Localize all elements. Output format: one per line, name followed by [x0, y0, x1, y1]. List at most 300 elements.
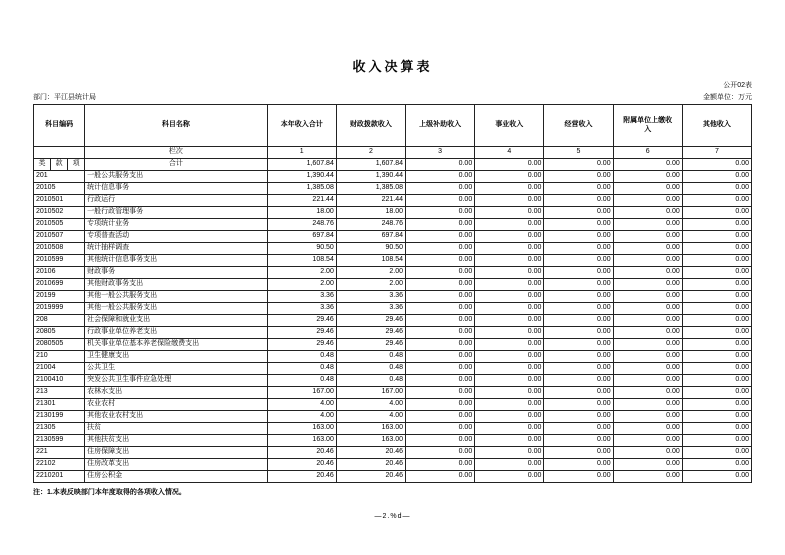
- subject-code: 2100410: [34, 375, 85, 387]
- amount-cell: 90.50: [336, 243, 405, 255]
- amount-cell: 0.00: [682, 459, 751, 471]
- amount-cell: 0.00: [475, 267, 544, 279]
- subject-name: 专项普查活动: [85, 231, 268, 243]
- amount-cell: 0.00: [475, 279, 544, 291]
- column-index-4: 4: [475, 147, 544, 159]
- amount-cell: 3.36: [267, 291, 336, 303]
- subject-name: 卫生健康支出: [85, 351, 268, 363]
- amount-cell: 0.00: [613, 207, 682, 219]
- amount-cell: 0.00: [613, 171, 682, 183]
- amount-cell: 0.00: [475, 303, 544, 315]
- column-index-1: 1: [267, 147, 336, 159]
- subject-name: 其他扶贫支出: [85, 435, 268, 447]
- col-header-subsidy: 上级补助收入: [406, 105, 475, 147]
- amount-cell: 0.00: [406, 267, 475, 279]
- amount-cell: 4.00: [267, 399, 336, 411]
- subject-code: 2210201: [34, 471, 85, 483]
- column-index-3: 3: [406, 147, 475, 159]
- amount-cell: 0.00: [682, 375, 751, 387]
- total-amount: 0.00: [682, 159, 751, 171]
- subject-code: 208: [34, 315, 85, 327]
- amount-cell: 0.00: [475, 339, 544, 351]
- amount-cell: 0.00: [406, 387, 475, 399]
- amount-cell: 0.00: [475, 219, 544, 231]
- amount-cell: 1,385.08: [336, 183, 405, 195]
- table-row: [34, 423, 752, 435]
- table-row: [34, 387, 752, 399]
- amount-cell: 221.44: [267, 195, 336, 207]
- amount-cell: 0.48: [336, 375, 405, 387]
- amount-cell: 0.00: [475, 231, 544, 243]
- column-index-2: 2: [336, 147, 405, 159]
- amount-cell: 20.46: [267, 471, 336, 483]
- amount-cell: 0.00: [544, 279, 613, 291]
- amount-cell: 0.00: [682, 279, 751, 291]
- amount-cell: 0.48: [267, 363, 336, 375]
- subject-code: 2010502: [34, 207, 85, 219]
- amount-cell: 0.00: [613, 435, 682, 447]
- subject-name: 突发公共卫生事件应急处理: [85, 375, 268, 387]
- code-sub-label-item: 项: [68, 159, 85, 171]
- amount-cell: 0.00: [613, 279, 682, 291]
- table-row: [34, 399, 752, 411]
- amount-cell: 0.00: [475, 183, 544, 195]
- table-row: [34, 231, 752, 243]
- amount-cell: 0.00: [544, 231, 613, 243]
- amount-cell: 0.00: [544, 243, 613, 255]
- amount-cell: 0.00: [544, 195, 613, 207]
- column-index-label: 栏次: [85, 147, 268, 159]
- subject-name: 其他农业农村支出: [85, 411, 268, 423]
- amount-cell: 0.00: [406, 363, 475, 375]
- amount-cell: 0.48: [336, 363, 405, 375]
- subject-code: 210: [34, 351, 85, 363]
- table-row: [34, 279, 752, 291]
- amount-cell: 163.00: [267, 423, 336, 435]
- amount-cell: 0.00: [544, 171, 613, 183]
- amount-cell: 20.46: [336, 471, 405, 483]
- amount-cell: 0.00: [406, 231, 475, 243]
- amount-cell: 0.00: [544, 267, 613, 279]
- amount-cell: 0.00: [475, 315, 544, 327]
- amount-cell: 163.00: [267, 435, 336, 447]
- amount-cell: 0.00: [544, 327, 613, 339]
- amount-cell: 0.00: [682, 387, 751, 399]
- subject-code: 20106: [34, 267, 85, 279]
- table-row: [34, 471, 752, 483]
- amount-cell: 29.46: [267, 339, 336, 351]
- amount-cell: 0.00: [682, 183, 751, 195]
- amount-cell: 3.36: [267, 303, 336, 315]
- amount-cell: 0.00: [682, 255, 751, 267]
- column-index-row: [34, 147, 752, 159]
- amount-cell: 697.84: [267, 231, 336, 243]
- amount-cell: 108.54: [336, 255, 405, 267]
- amount-cell: 0.00: [682, 363, 751, 375]
- table-row: [34, 351, 752, 363]
- amount-cell: 0.00: [406, 171, 475, 183]
- amount-cell: 0.00: [682, 207, 751, 219]
- subject-code: 21301: [34, 399, 85, 411]
- subject-code: 22102: [34, 459, 85, 471]
- amount-cell: 18.00: [267, 207, 336, 219]
- amount-cell: 0.00: [613, 303, 682, 315]
- table-row: [34, 327, 752, 339]
- amount-cell: 0.00: [475, 351, 544, 363]
- subject-code: 213: [34, 387, 85, 399]
- amount-cell: 4.00: [336, 411, 405, 423]
- table-row: [34, 375, 752, 387]
- amount-cell: 0.00: [544, 351, 613, 363]
- amount-cell: 0.00: [613, 351, 682, 363]
- amount-cell: 0.00: [406, 447, 475, 459]
- amount-cell: 29.46: [336, 339, 405, 351]
- col-header-other: 其他收入: [682, 105, 751, 147]
- subject-code: 2130199: [34, 411, 85, 423]
- department-label: 部门：平江县统计局: [33, 94, 96, 101]
- subject-name: 行政事业单位养老支出: [85, 327, 268, 339]
- amount-cell: 29.46: [336, 315, 405, 327]
- subject-code: 2019999: [34, 303, 85, 315]
- amount-cell: 0.00: [682, 339, 751, 351]
- amount-cell: 0.00: [682, 411, 751, 423]
- col-header-code: 科目编码: [34, 105, 85, 147]
- amount-cell: 0.00: [544, 399, 613, 411]
- amount-cell: 0.00: [613, 315, 682, 327]
- table-row: [34, 303, 752, 315]
- amount-cell: 0.00: [406, 339, 475, 351]
- subject-name: 一般公共服务支出: [85, 171, 268, 183]
- amount-cell: 0.00: [475, 327, 544, 339]
- amount-cell: 0.00: [406, 459, 475, 471]
- amount-cell: 0.00: [682, 219, 751, 231]
- amount-cell: 0.00: [406, 423, 475, 435]
- amount-cell: 0.00: [682, 447, 751, 459]
- amount-cell: 0.00: [682, 231, 751, 243]
- amount-cell: 18.00: [336, 207, 405, 219]
- subject-name: 行政运行: [85, 195, 268, 207]
- table-code: 公开02表: [723, 82, 752, 89]
- unit-label: 金额单位：万元: [703, 94, 752, 101]
- table-row: [34, 315, 752, 327]
- amount-cell: 29.46: [267, 315, 336, 327]
- amount-cell: 0.00: [682, 267, 751, 279]
- amount-cell: 0.00: [475, 471, 544, 483]
- amount-cell: 0.00: [475, 387, 544, 399]
- amount-cell: 0.00: [406, 435, 475, 447]
- amount-cell: 0.00: [544, 423, 613, 435]
- amount-cell: 20.46: [336, 447, 405, 459]
- subject-name: 公共卫生: [85, 363, 268, 375]
- amount-cell: 0.00: [475, 435, 544, 447]
- amount-cell: 0.00: [613, 183, 682, 195]
- amount-cell: 29.46: [336, 327, 405, 339]
- amount-cell: 167.00: [336, 387, 405, 399]
- amount-cell: 0.00: [406, 183, 475, 195]
- amount-cell: 0.00: [475, 195, 544, 207]
- amount-cell: 0.00: [406, 195, 475, 207]
- amount-cell: 0.00: [613, 231, 682, 243]
- amount-cell: 0.00: [406, 303, 475, 315]
- amount-cell: 0.00: [544, 255, 613, 267]
- amount-cell: 0.00: [682, 435, 751, 447]
- amount-cell: 1,385.08: [267, 183, 336, 195]
- amount-cell: 0.00: [544, 447, 613, 459]
- subject-name: 其他统计信息事务支出: [85, 255, 268, 267]
- amount-cell: 1,390.44: [267, 171, 336, 183]
- amount-cell: 248.76: [336, 219, 405, 231]
- amount-cell: 0.00: [475, 399, 544, 411]
- amount-cell: 0.00: [682, 327, 751, 339]
- total-row: [34, 159, 752, 171]
- subject-name: 其他一般公共服务支出: [85, 303, 268, 315]
- table-row: [34, 435, 752, 447]
- amount-cell: 0.00: [613, 387, 682, 399]
- total-amount: 1,607.84: [336, 159, 405, 171]
- amount-cell: 0.00: [544, 315, 613, 327]
- subject-code: 221: [34, 447, 85, 459]
- amount-cell: 0.00: [544, 303, 613, 315]
- subject-name: 其他财政事务支出: [85, 279, 268, 291]
- amount-cell: 0.00: [613, 327, 682, 339]
- amount-cell: 0.00: [475, 411, 544, 423]
- subject-name: 住房保障支出: [85, 447, 268, 459]
- amount-cell: 0.00: [613, 339, 682, 351]
- meta-row: [33, 92, 752, 102]
- amount-cell: 0.00: [475, 447, 544, 459]
- subject-name: 财政事务: [85, 267, 268, 279]
- amount-cell: 0.00: [613, 399, 682, 411]
- amount-cell: 248.76: [267, 219, 336, 231]
- amount-cell: 0.00: [544, 459, 613, 471]
- amount-cell: 0.00: [613, 291, 682, 303]
- amount-cell: 0.00: [682, 291, 751, 303]
- subject-code: 20105: [34, 183, 85, 195]
- total-amount: 0.00: [406, 159, 475, 171]
- subject-name: 农业农村: [85, 399, 268, 411]
- amount-cell: 0.00: [544, 219, 613, 231]
- subject-code: 2010505: [34, 219, 85, 231]
- amount-cell: 0.00: [613, 219, 682, 231]
- amount-cell: 0.00: [682, 399, 751, 411]
- amount-cell: 0.00: [613, 363, 682, 375]
- amount-cell: 0.00: [613, 411, 682, 423]
- amount-cell: 2.00: [336, 267, 405, 279]
- code-sub-label-class: 类: [34, 159, 51, 171]
- amount-cell: 0.00: [406, 279, 475, 291]
- amount-cell: 0.00: [406, 315, 475, 327]
- amount-cell: 2.00: [267, 279, 336, 291]
- amount-cell: 0.00: [406, 243, 475, 255]
- amount-cell: 0.00: [475, 171, 544, 183]
- amount-cell: 0.00: [682, 303, 751, 315]
- table-row: [34, 255, 752, 267]
- amount-cell: 0.00: [544, 435, 613, 447]
- table-row: [34, 207, 752, 219]
- subject-code: 20199: [34, 291, 85, 303]
- subject-code: 2010508: [34, 243, 85, 255]
- table-row: [34, 171, 752, 183]
- page-number: —2.%d—: [374, 513, 411, 520]
- amount-cell: 0.00: [544, 339, 613, 351]
- amount-cell: 3.36: [336, 291, 405, 303]
- table-row: [34, 411, 752, 423]
- amount-cell: 0.00: [682, 351, 751, 363]
- amount-cell: 0.00: [613, 255, 682, 267]
- subject-name: 农林水支出: [85, 387, 268, 399]
- amount-cell: 0.00: [406, 255, 475, 267]
- amount-cell: 90.50: [267, 243, 336, 255]
- amount-cell: 4.00: [336, 399, 405, 411]
- col-header-total: 本年收入合计: [267, 105, 336, 147]
- subject-code: 2080505: [34, 339, 85, 351]
- col-header-affiliated: 附属单位上缴收入: [613, 105, 682, 147]
- amount-cell: 0.00: [613, 375, 682, 387]
- amount-cell: 163.00: [336, 435, 405, 447]
- amount-cell: 0.00: [406, 411, 475, 423]
- table-row: [34, 219, 752, 231]
- subject-name: 统计信息事务: [85, 183, 268, 195]
- amount-cell: 0.00: [613, 423, 682, 435]
- amount-cell: 0.00: [682, 423, 751, 435]
- total-amount: 0.00: [613, 159, 682, 171]
- amount-cell: 0.00: [406, 471, 475, 483]
- col-header-business: 事业收入: [475, 105, 544, 147]
- amount-cell: 0.00: [475, 291, 544, 303]
- table-row: [34, 447, 752, 459]
- amount-cell: 2.00: [336, 279, 405, 291]
- col-header-fiscal: 财政拨款收入: [336, 105, 405, 147]
- amount-cell: 0.00: [682, 171, 751, 183]
- amount-cell: 0.00: [544, 387, 613, 399]
- amount-cell: 0.48: [267, 351, 336, 363]
- subject-code: 2130599: [34, 435, 85, 447]
- subject-code: 21305: [34, 423, 85, 435]
- subject-code: 2010699: [34, 279, 85, 291]
- table-row: [34, 459, 752, 471]
- table-row: [34, 243, 752, 255]
- amount-cell: 0.00: [475, 207, 544, 219]
- amount-cell: 20.46: [336, 459, 405, 471]
- amount-cell: 0.00: [544, 363, 613, 375]
- amount-cell: 0.00: [613, 471, 682, 483]
- subject-code: 20805: [34, 327, 85, 339]
- amount-cell: 3.36: [336, 303, 405, 315]
- table-header-row: [34, 105, 752, 147]
- amount-cell: 0.00: [475, 363, 544, 375]
- amount-cell: 0.00: [475, 255, 544, 267]
- subject-name: 专项统计业务: [85, 219, 268, 231]
- footnote: 注：1.本表反映部门本年度取得的各项收入情况。: [33, 489, 186, 496]
- subject-name: 住房改革支出: [85, 459, 268, 471]
- amount-cell: 0.00: [544, 411, 613, 423]
- column-index-5: 5: [544, 147, 613, 159]
- amount-cell: 0.00: [544, 375, 613, 387]
- subject-code: 2010507: [34, 231, 85, 243]
- amount-cell: 0.00: [544, 183, 613, 195]
- column-index-6: 6: [613, 147, 682, 159]
- amount-cell: 0.00: [613, 195, 682, 207]
- col-header-name: 科目名称: [85, 105, 268, 147]
- subject-name: 一般行政管理事务: [85, 207, 268, 219]
- amount-cell: 0.00: [613, 459, 682, 471]
- subject-name: 扶贫: [85, 423, 268, 435]
- code-sub-label-section: 款: [51, 159, 68, 171]
- amount-cell: 0.00: [613, 447, 682, 459]
- amount-cell: 0.00: [475, 459, 544, 471]
- total-amount: 0.00: [475, 159, 544, 171]
- subject-name: 其他一般公共服务支出: [85, 291, 268, 303]
- amount-cell: 0.00: [682, 243, 751, 255]
- amount-cell: 0.00: [475, 243, 544, 255]
- table-body: [34, 171, 752, 483]
- amount-cell: 0.00: [406, 327, 475, 339]
- amount-cell: 2.00: [267, 267, 336, 279]
- subject-code: 2010501: [34, 195, 85, 207]
- amount-cell: 1,390.44: [336, 171, 405, 183]
- amount-cell: 0.00: [682, 471, 751, 483]
- total-amount: 1,607.84: [267, 159, 336, 171]
- col-header-operating: 经营收入: [544, 105, 613, 147]
- total-row-name: 合计: [85, 159, 268, 171]
- column-index-7: 7: [682, 147, 751, 159]
- income-table: [33, 104, 752, 483]
- table-row: [34, 339, 752, 351]
- subject-code: 201: [34, 171, 85, 183]
- amount-cell: 0.00: [406, 219, 475, 231]
- amount-cell: 108.54: [267, 255, 336, 267]
- amount-cell: 0.00: [406, 399, 475, 411]
- table-row: [34, 363, 752, 375]
- subject-name: 机关事业单位基本养老保险缴费支出: [85, 339, 268, 351]
- amount-cell: 20.46: [267, 447, 336, 459]
- amount-cell: 0.00: [475, 423, 544, 435]
- amount-cell: 0.00: [406, 375, 475, 387]
- amount-cell: 0.00: [613, 267, 682, 279]
- table-row: [34, 195, 752, 207]
- column-index-empty: [34, 147, 85, 159]
- subject-name: 住房公积金: [85, 471, 268, 483]
- subject-name: 统计抽样调查: [85, 243, 268, 255]
- total-amount: 0.00: [544, 159, 613, 171]
- amount-cell: 221.44: [336, 195, 405, 207]
- amount-cell: 0.48: [267, 375, 336, 387]
- amount-cell: 0.00: [682, 315, 751, 327]
- page-title: 收入决算表: [352, 59, 433, 74]
- amount-cell: 0.48: [336, 351, 405, 363]
- amount-cell: 0.00: [544, 471, 613, 483]
- amount-cell: 0.00: [406, 207, 475, 219]
- amount-cell: 20.46: [267, 459, 336, 471]
- amount-cell: 163.00: [336, 423, 405, 435]
- table-row: [34, 183, 752, 195]
- amount-cell: 0.00: [406, 291, 475, 303]
- amount-cell: 0.00: [544, 207, 613, 219]
- amount-cell: 29.46: [267, 327, 336, 339]
- amount-cell: 0.00: [406, 351, 475, 363]
- amount-cell: 4.00: [267, 411, 336, 423]
- amount-cell: 0.00: [682, 195, 751, 207]
- table-row: [34, 267, 752, 279]
- subject-code: 21004: [34, 363, 85, 375]
- amount-cell: 0.00: [544, 291, 613, 303]
- amount-cell: 0.00: [613, 243, 682, 255]
- subject-code: 2010599: [34, 255, 85, 267]
- subject-name: 社会保障和就业支出: [85, 315, 268, 327]
- amount-cell: 697.84: [336, 231, 405, 243]
- amount-cell: 0.00: [475, 375, 544, 387]
- amount-cell: 167.00: [267, 387, 336, 399]
